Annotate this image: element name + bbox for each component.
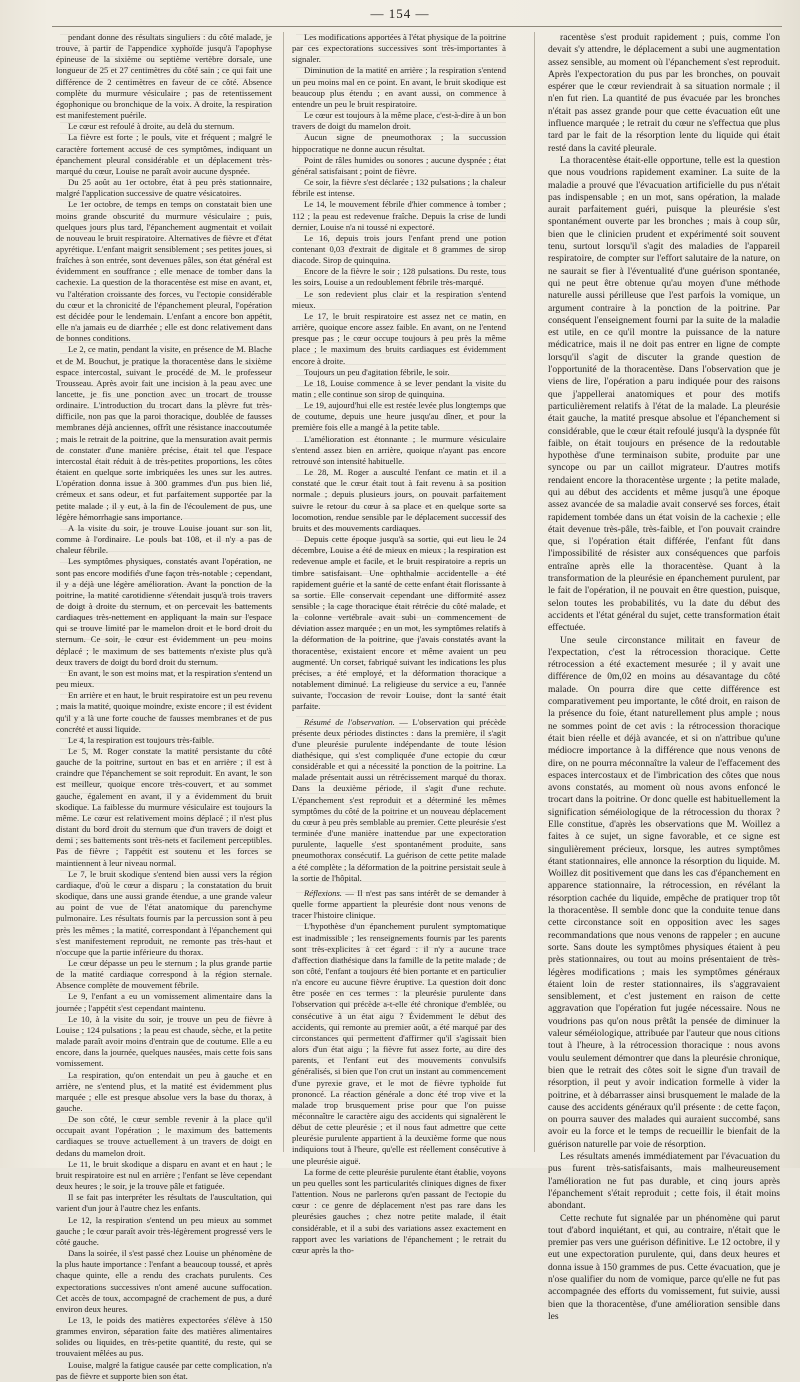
paragraph: Le 28, M. Roger a ausculté l'enfant ce matin et il a constaté que le cœur était tout à fait revenu à sa position normale ; depuis plusieurs jours, on pouvait parfaitement suivre le retour du cœur à sa place et en quelque sorte sa locomotion, rendue sensible par le déplacement successif des bruits et des mouvements cardiaques. — [292, 467, 506, 533]
paragraph: Le 5, M. Roger constate la matité persistante du côté gauche de la poitrine, surtout en bas et en arrière ; il est à craindre que l'épanchement se soit reproduit. En avant, le son est meilleur, quoique encore très-couvert, et au sommet gauche, également en avant, il y a évidemment du bruit skodique. La faiblesse du murmure vésiculaire est toujours la même. Le cœur est relativement moins déplacé ; il n'est plus distant du bord droit du sternum que d'un travers de doigt et demi ; ses battements sont très-nets et facilement perceptibles. Pas de fièvre ; l'appétit est soutenu et les forces se maintiennent à leur niveau normal. — [56, 746, 272, 868]
paragraph: En avant, le son est moins mat, et la respiration s'entend un peu mieux. — [56, 667, 272, 690]
paragraph: En arrière et en haut, le bruit respiratoire est un peu revenu ; mais la matité, quoique moindre, existe encore ; il est évident qu'il y a là une forte couche de fausses membranes et de pus concrété et aussi liquide. — [56, 690, 272, 734]
paragraph: Une seule circonstance militait en faveur de l'expectation, c'est la rétrocession thoracique. Cette rétrocession a été exactement mesurée ; il y avait une différence de 0m,02 en moins au désavantage du côté malade. On pourra dire que cette différence est comparativement peu importante, le côté droit, en raison de la présence du foie, étant naturellement plus ample ; nous ne sommes point de cet avis : la rétrocession thoracique était bien réelle et déjà avancée, et si on n'attribue qu'une médiocre importance à la différence que nous venons de dire, on ne pourra méconnaître la valeur de l'effacement des espaces intercostaux et de l'imbrication des côtes que nous avons constatés, au moment où nous avons enfoncé le trocart dans la poitrine. Or donc quelle est habituellement la signification séméiologique de la rétrocession du thorax ? Elle constitue, d'après les observations que M. Woillez a faites à ce sujet, un signe favorable, et ce signe est singulièrement précieux, lorsque, les autres symptômes étant stationnaires, elle annonce la résorption du liquide. M. Woillez dit positivement que dans les cas d'épanchement en apparence stationnaire, la rétrocession, en révélant la résorption cachée du liquide, empêche de pratiquer trop tôt la thoracentèse. Il semble donc que la conduite tenue dans cette circonstance soit en opposition avec les sages recommandations que nous venons de rappeler ; en aucune sorte. Sans doute les symptômes physiques étaient à peu près stationnaires, ou tout au moins présentaient de très-légères modifications ; mais les symptômes généraux étaient loin de rester stationnaires, ils s'aggravaient sensiblement, et c'est justement en raison de cette aggravation que l'opération fut jugée nécessaire. Nous ne voudrions pas qu'on nous prêtât la pensée de diminuer la valeur séméiologique, attribuée par l'auteur que nous citions tout à l'heure, à la rétrocession thoracique : nous avons voulu seulement démontrer que dans la pleurésie chronique, bien que le retrait des côtes soit le signe d'un travail de résorption, il peut y avoir indication formelle à vider la poitrine, et à débarrasser ainsi brusquement le malade de la cause des accidents généraux qu'il présente : de cette façon, on pourra sauver des malades qui auraient succombé, sans avoir eu la force et le temps de recueillir le bienfait de la guérison naturelle par voie de résorption. — [548, 634, 780, 1150]
paragraph: Toujours un peu d'agitation fébrile, le soir. — [304, 366, 450, 377]
paragraph: Les symptômes physiques, constatés avant l'opération, ne sont pas encore modifiés d'une façon très-notable ; cependant, il y a déjà une légère amélioration. Avant la ponction de la poitrine, la matité carotidienne s'étendait jusqu'à trois travers de doigt à droite du sternum, et on percevait les battements cardiaques très-nettement en appliquant la main sur l'espace qui se trouve limité par le mamelon droit et le bord droit du sternum. Ce soir, le cœur est évidemment un peu moins déplacé ; le maximum de ses battements n'existe plus qu'à deux travers de doigt du bord droit du sternum. — [56, 556, 272, 667]
paragraph: Le 7, le bruit skodique s'entend bien aussi vers la région cardiaque, d'où le cœur a disparu ; la constatation du bruit skodique, dans une aussi grande étendue, a une grande valeur au point de vue de l'état anatomique du parenchyme pulmonaire. Les résultats fournis par la percussion sont à peu près les mêmes ; la matité, correspondant à l'épanchement qui s'est manifestement reproduit, ne remonte pas très-haut et n'occupe que la partie inférieure du thorax. — [56, 868, 272, 957]
paragraph: A la visite du soir, je trouve Louise jouant sur son lit, comme à l'ordinaire. Le pouls bat 108, et il n'y a pas de chaleur fébrile. — [56, 522, 272, 556]
paragraph: Le 13, le poids des matières expectorées s'élève à 150 grammes environ, séparation faite des matières alimentaires solides ou liquides, en très-petite quantité, du reste, qui se trouvaient mêlées au pus. — [56, 1314, 272, 1359]
paragraph: Le 9, l'enfant a eu un vomissement alimentaire dans la journée ; l'appétit s'est cependant maintenu. — [56, 991, 272, 1013]
paragraph: Le 11, le bruit skodique a disparu en avant et en haut ; le bruit respiratoire est nul en arrière ; l'enfant se lève cependant deux heures ; le soir, je la trouve pâle et fatiguée. — [56, 1158, 272, 1192]
paragraph: De son côté, le cœur semble revenir à la place qu'il occupait avant l'opération ; le maximum des battements cardiaques se trouve actuellement à un travers de doigt en dedans du mamelon droit. — [56, 1114, 272, 1158]
column-divider — [283, 32, 284, 1152]
paragraph: Le cœur est refoulé à droite, au delà du sternum. — [68, 121, 235, 132]
text-column-middle — [292, 32, 507, 1255]
paragraph: Les résultats amenés immédiatement par l'évacuation du pus furent très-satisfaisants, mais malheureusement l'amélioration ne fut pas durable, et cinq jours après l'épanchement s'était reproduit ; cette fois, il était moins abondant. — [548, 1151, 780, 1212]
paragraph: La thoracentèse était-elle opportune, telle est la question que nous voudrions rapidement examiner. La suite de la maladie a prouvé que l'évacuation artificielle du pus n'était pas indispensable ; en un mot, sans opération, la malade aurait parfaitement guéri, puisque la pleurésie s'est spontanément ouverte par les bronches ; mais à coup sûr, bien que le clinicien prudent et expérimenté soit souvent tenu, surtout lorsqu'il s'agit des maladies de l'appareil respiratoire, de compter sur l'effort salutaire de la nature, on ne saurait se fier à l'éventualité d'une guérison spontanée, qui ne peut être obtenue qu'au moyen d'une méthode naturelle aussi périlleuse que l'est parfois la vomique, un argument contraire à la ponction de la poitrine. Par conséquent l'enseignement fourni par la suite de la maladie est utile, en ce qu'il montre la puissance de la nature médicatrice, mais il ne doit pas entrer en ligne de compte lorsqu'il s'agit de discuter la grande question de l'opportunité de la thoracentèse. Dans l'observation que je viens de lire, l'opération a paru indiquée pour des raisons que j'appellerai anatomiques et pour des motifs particulièrement relatifs à l'état de la malade. La pleurésie était gauche, la matité presque absolue et l'épanchement si considérable, que le cœur était refoulé jusqu'à la dyspnée fût faible, on était toujours en présence de la redoutable hypothèse d'une terminaison subite, produite par une syncope ou par un caillot migrateur. D'autres motifs rendaient encore la thoracentèse urgente ; la petite malade, qui au début des accidents et même jusqu'à une époque assez avancée de sa maladie avait conservé ses forces, était rapidement tombée dans un état voisin de la cachexie ; elle était devenue très-pâle, très-faible, et l'on pouvait craindre que, si l'opération était différée, l'enfant fût dans l'impossibilité de résister aux conséquences que parfois entraîne après elle la thoracentèse. Quant à la transformation de la pleurésie en épanchement purulent, par le fait de l'opération, il ne pouvait en être question, puisque, selon toutes les probabilités, vu la date du début des accidents et l'état général du sujet, cette transformation était effectuée. — [548, 154, 780, 634]
paragraph: Les modifications apportées à l'état physique de la poitrine par ces expectorations successives sont très-importantes à signaler. — [292, 32, 507, 65]
paragraph: Le 4, la respiration est toujours très-faible. — [68, 734, 215, 745]
paragraph: Le 16, depuis trois jours l'enfant prend une potion contenant 0,03 d'extrait de digitale et 8 grammes de sirop diacode. Sirop de quinquina. — [292, 232, 506, 266]
paragraph: Du 25 août au 1er octobre, état à peu près stationnaire, malgré l'application successive de quatre vésicatoires. — [56, 177, 272, 199]
column-divider — [534, 32, 535, 1152]
paragraph: Le 17, le bruit respiratoire est assez net ce matin, en arrière, quoique encore assez faible. En avant, on ne l'entend presque pas ; le cœur occupe toujours à peu près la même place ; le maximum des bruits cardiaques est évidemment encore à droite. — [292, 310, 506, 366]
paragraph: Le cœur est toujours à la même place, c'est-à-dire à un bon travers de doigt du mamelon droit. — [292, 110, 506, 132]
paragraph: Ce soir, la fièvre s'est déclarée ; 132 pulsations ; la chaleur fébrile est intense. — [292, 177, 506, 199]
paragraph: Point de râles humides ou sonores ; aucune dyspnée ; état général satisfaisant ; point de fièvre. — [292, 154, 506, 176]
paragraph: Diminution de la matité en arrière ; la respiration s'entend un peu moins mal en ce point. En avant, le bruit skodique est beaucoup plus étendu ; en avant aussi, on commence à entendre un peu le bruit respiratoire. — [292, 65, 506, 109]
paragraph: L'hypothèse d'un épanchement purulent symptomatique est inadmissible ; les renseignements fournis par les parents sont très-explicites à cet égard : il n'y a aucune trace d'affection diathésique dans la famille de la petite malade ; de son côté, l'enfant a toujours été bien portante et en particulier n'a encore eu aucune fièvre éruptive. La question doit donc être posée en ces termes : la pleurésie purulente dans l'observation qui précède a-t-elle été chronique d'emblée, ou consécutive à un état aigu ? Évidemment le début des accidents, qui remonte au premier août, a été marqué par des circonstances qui permettent d'affirmer qu'il s'agissait bien alors d'un état aigu ; la fièvre fut assez forte, au dire des parents, et l'enfant eut des mouvements convulsifs généralisés, si bien que l'on crut un instant au commencement d'une pyrexie grave, et le mot de fièvre typhoïde fut prononcé. La réaction générale a donc été trop vive et la malade trop brusquement prise pour que l'on puisse méconnaître le caractère aigu des accidents qui signalèrent le début de cette pleurésie ; et il nous faut admettre que cette pleurésie purulente appartient à la deuxième forme que nous indiquions tout à l'heure, qu'elle est réellement consécutive à une pleurésie aiguë. — [292, 921, 506, 1166]
paragraph: Dans la soirée, il s'est passé chez Louise un phénomène de la plus haute importance : l'enfant a beaucoup toussé, et après chaque quinte, elle a rendu des crachats purulents. Ces expectorations successives n'ont amené aucune suffocation. Cet accès de toux, accompagné de crachement de pus, a duré environ deux heures. — [56, 1248, 272, 1314]
paragraph: Le 14, le mouvement fébrile d'hier commence à tomber ; 112 ; la peau est redevenue fraîche. Depuis la crise de lundi dernier, Louise n'a ni toussé ni expectoré. — [292, 199, 506, 232]
paragraph: La forme de cette pleurésie purulente étant établie, voyons un peu quelles sont les particularités cliniques dignes de fixer l'attention. Nous ne parlerons qu'en passant de l'ectopie du cœur : ce genre de déplacement n'est pas rare dans les pleurésies gauches ; chez notre petite malade, il était considérable, et il a subi des variations assez exactement en rapport avec les variations de l'épanchement ; le retrait du cœur après la tho- — [292, 1166, 506, 1255]
paragraph: Le 19, aujourd'hui elle est restée levée plus longtemps que de coutume, depuis une heure jusqu'au dîner, et pour la première fois elle a mangé à la petite table. — [292, 400, 506, 433]
paragraph: Le son redevient plus clair et la respiration s'entend mieux. — [292, 288, 506, 310]
paragraph: La respiration, qu'on entendait un peu à gauche et en arrière, ne s'entend plus, et la matité est évidemment plus marquée ; elle est presque absolue vers la base du thorax, à gauche. — [56, 1069, 272, 1113]
paragraph: Le 18, Louise commence à se lever pendant la visite du matin ; elle continue son sirop de quinquina. — [292, 377, 506, 399]
section-heading: Résumé de l'observation. — [304, 716, 395, 727]
paragraph: La fièvre est forte ; le pouls, vite et fréquent ; malgré le caractère fortement accusé de ces symptômes, indiquant un épanchement pleural considérable et un déplacement très-marqué du cœur, Louise ne paraît avoir aucune dyspnée. — [56, 132, 272, 176]
header-rule — [52, 26, 782, 27]
paragraph: Le 2, ce matin, pendant la visite, en présence de M. Blache et de M. Bouchut, je pratique la thoracentèse dans le sixième espace intercostal, suivant le procédé de M. le professeur Trousseau. Après avoir fait une incision à la peau avec une lancette, je fis une ponction avec un trocart de trousse ordinaire. L'introduction du trocart dans la plèvre fut très-difficile, non pas que la paroi thoracique, doublée de fausses membranes déjà anciennes, offrît une résistance inaccoutumée ; mais le retrait de la poitrine, que la mensuration avait permis de constater d'une manière précise, était tel que l'espace intercostal était réduit à de très-petites proportions, les côtes étaient en quelque sorte imbriquées les unes sur les autres. L'opération donna issue à 300 grammes d'un pus bien lié, crémeux et sans odeur, et fut parfaitement supportée par la petite malade ; il y eut, à la fin de l'écoulement de pus, une légère hémorrhagie sans importance. — [56, 344, 272, 522]
text-column-left — [56, 32, 272, 1381]
page-number: — 154 — — [370, 6, 430, 21]
paragraph: Réflexions. — Il n'est pas sans intérêt de se demander à quelle forme appartient la pleurésie dont nous venons de tracer l'histoire clinique. — [292, 887, 506, 921]
paragraph: Le 12, la respiration s'entend un peu mieux au sommet gauche ; le cœur paraît avoir très-légèrement progressé vers le côté gauche. — [56, 1214, 272, 1247]
paragraph: Le 1er octobre, de temps en temps on constatait bien une moins grande obscurité du murmure vésiculaire ; puis, quelques jours plus tard, l'épanchement augmentait et voilait de nouveau le bruit respiratoire. Alternatives de fièvre et d'état apyrétique. L'enfant maigrit sensiblement ; ses petites joues, si fraîches à son entrée, sont devenues pâles, son état général est évidemment en souffrance ; elle menace de tomber dans la cachexie. La question de la thoracentèse est mise en avant, et, vu l'altération croissante des forces, vu l'ectopie considérable du cœur et la chronicité de l'épanchement pleural, l'opération est décidée pour le lendemain. L'enfant a encore bon appétit, elle n'a jamais eu de diarrhée ; elle est donc relativement dans de bonnes conditions. — [56, 199, 272, 344]
paragraph: Le cœur dépasse un peu le sternum ; la plus grande partie de la matité cardiaque correspond à la région sternale. Absence complète de mouvement fébrile. — [56, 957, 272, 991]
paragraph: L'amélioration est étonnante ; le murmure vésiculaire s'entend assez bien en arrière, quoique n'ayant pas encore retrouvé son intensité habituelle. — [292, 433, 506, 466]
paragraph: Aucun signe de pneumothorax ; la succussion hippocratique ne donne aucun résultat. — [292, 132, 506, 154]
paragraph: Résumé de l'observation. — L'observation qui précède présente deux périodes distinctes : dans la première, il s'agit d'une pleurésie purulente indépendante de toute lésion diathésique, qui s'est compliquée d'une ectopie du cœur considérable et qui a nécessité la ponction de la poitrine. La malade présentait aussi un rétrécissement marqué du thorax. Dans la deuxième période, il s'agit d'une rechute. L'épanchement s'est reproduit et a déterminé les mêmes symptômes du côté de la poitrine et un nouveau déplacement du cœur à peu près semblable au premier. Cette pleurésie s'est terminée d'une manière inattendue par une expectoration purulente, laquelle s'est spontanément produite, sans pneumothorax consécutif. La guérison de cette petite malade a été complète ; la déformation de la poitrine persistait seule à la sortie de l'hôpital. — [292, 716, 506, 883]
section-heading: Réflexions. — [304, 887, 342, 898]
text-column-right — [548, 32, 780, 1322]
paragraph: Le 10, à la visite du soir, je trouve un peu de fièvre à Louise ; 124 pulsations ; la peau est chaude, sèche, et la petite malade paraît avoir moins d'entrain que de coutume. Elle a eu encore, dans la journée, quelques nausées, mais cette fois sans vomissement. — [56, 1013, 272, 1069]
paragraph: Il se fait pas interpréter les résultats de l'auscultation, qui varient d'un jour à l'autre chez les enfants. — [56, 1192, 272, 1214]
paragraph: pendant donne des résultats singuliers : du côté malade, je trouve, à partir de l'appendice xyphoïde jusqu'à l'apophyse épineuse de la sixième ou septième vertèbre dorsale, une longueur de 25 et 27 centimètres du côté sain ; ce qui fait une différence de 2 centimètres en faveur de ce côté. Absence complète du murmure vésiculaire ; pas de retentissement égophonique ou bronchique de la voix. A droite, la respiration est manifestement puérile. — [56, 32, 272, 121]
paragraph: Encore de la fièvre le soir ; 128 pulsations. Du reste, tous les soirs, Louise a un redoublement fébrile très-marqué. — [292, 266, 506, 288]
paragraph: Depuis cette époque jusqu'à sa sortie, qui eut lieu le 24 décembre, Louise a été de mieux en mieux ; la respiration est redevenue ample et facile, et le bruit respiratoire a repris un timbre satisfaisant. Une ophthalmie accidentelle a été rapidement guérie et la santé de cette enfant était florissante à sa sortie. Elle conservait cependant une difformité assez sensible ; la cage thoracique était rétrécie du côté malade, et la colonne vertébrale avait subi un commencement de déviation assez marquée ; en un mot, les symptômes relatifs à la déformation de la poitrine, que j'avais constatés avant la thoracentèse, existaient encore et même avaient un peu augmenté. Un corset, fabriqué suivant les indications les plus précises, a été employé, et la déformation thoracique a notablement diminué. La religieuse du service a eu, l'année suivante, l'occasion de revoir Louise, dont la santé était parfaite. — [292, 534, 506, 712]
paragraph: racentèse s'est produit rapidement ; puis, comme l'on devait s'y attendre, le déplacement a subi une augmentation assez sensible, au moment où l'épanchement s'est reproduit. Après l'expectoration du pus par les bronches, on pouvait espérer que le cœur reviendrait à sa situation normale ; il n'en fut rien. La quantité de pus évacuée par les bronches n'était pas assez grande pour que cette évacuation eût une influence marquée ; le retrait du cœur ne s'effectua que plus tard par le fait de la résorption lente du liquide qui était resté dans la cavité pleurale. — [548, 32, 780, 154]
paragraph: Louise, malgré la fatigue causée par cette complication, n'a pas de fièvre et supporte bien son état. — [56, 1359, 272, 1381]
paragraph: Cette rechute fut signalée par un phénomène qui parut tout d'abord inquiétant, et qui, au contraire, n'était que le premier pas vers une guérison définitive. Le 12 octobre, il y eut une expectoration purulente, qui, dans deux heures et donna issue à 150 grammes de pus. Cette évacuation, que je n'ose qualifier du nom de vomique, parce qu'elle ne fut pas accompagnée des efforts du vomissement, fut suivie, aussi bien que la thoracentèse, d'une amélioration sensible dans les — [548, 1212, 780, 1322]
